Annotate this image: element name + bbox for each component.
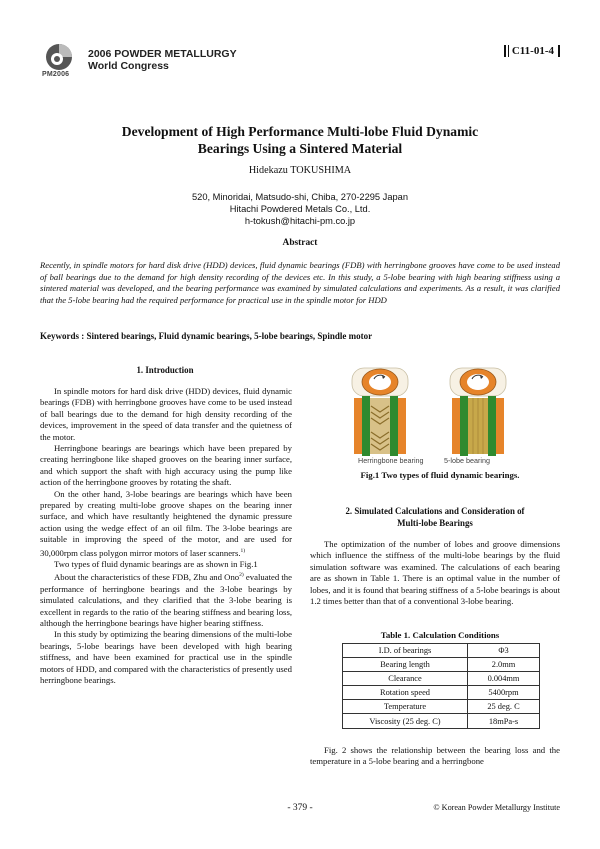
affiliation-email: h-tokush@hitachi-pm.co.jp xyxy=(244,215,356,226)
section-2-heading xyxy=(310,506,560,529)
table-cell-label: Clearance xyxy=(343,672,468,686)
table-row xyxy=(343,700,540,714)
copyright: © Korean Powder Metallurgy Institute xyxy=(433,803,560,812)
five-lobe-bearing-diagram xyxy=(450,368,506,456)
title-line-2: Bearings Using a Sintered Material xyxy=(197,141,403,156)
pm2006-logo-icon xyxy=(44,42,74,72)
table-cell-value: 0.004mm xyxy=(468,672,540,686)
intro-paragraph-2: Herringbone bearings are bearings which have been prepared by creating herringbone like shaped grooves on the bearing inner surface, and which support the shaft with high accuracy using the pump like action of the herringbone grooves by rotating the shaft. xyxy=(40,443,292,488)
intro-paragraph-4: Two types of fluid dynamic bearings are as shown in Fig.1 xyxy=(54,558,258,569)
abstract-heading: Abstract xyxy=(282,238,318,248)
intro-paragraph-3-text: On the other hand, 3-lobe bearings are bearings which have been prepared by creating multi-lobe groove shapes on the bearing inner surface, and which have resultantly heightened the dynamic pressure action using the wedge effect of an oil film. The 3-lobe bearings are suitable in improving the speed of the motor, and are used for 30,000rpm class polygon mirror motors of laser scanners. xyxy=(40,488,292,558)
figure-1-bearings xyxy=(346,362,522,468)
table-cell-label: Bearing length xyxy=(343,658,468,672)
congress-line-1: 2006 POWDER METALLURGY xyxy=(88,48,237,60)
keywords: Keywords : Sintered bearings, Fluid dynamic bearings, 5-lobe bearings, Spindle motor xyxy=(40,331,373,341)
section-2-heading-line-1: 2. Simulated Calculations and Consideration of xyxy=(345,506,525,516)
table-cell-label: I.D. of bearings xyxy=(343,644,468,658)
intro-paragraph-5 xyxy=(40,570,292,629)
section-2-paragraph-2 xyxy=(310,745,560,768)
intro-paragraph-3 xyxy=(40,489,292,559)
table-1-title: Table 1. Calculation Conditions xyxy=(380,630,500,640)
congress-line-2: World Congress xyxy=(88,60,169,72)
affiliation xyxy=(40,192,560,227)
title-line-1: Development of High Performance Multi-lobe Fluid Dynamic xyxy=(121,124,479,139)
abstract-text: Recently, in spindle motors for hard disk drive (HDD) devices, fluid dynamic bearings (FDB) with herringbone grooves have come to be used instead of ball bearings due to the demand for high density recording of the devices etc. In this study, a 5-lobe bearing with high bearing stiffness using a sintered material was developed, and the bearing performance was examined by simulated calculations and experiments. As a result, it was clarified that the 5-lobe bearing had the required performance for practical use in the spindle motor for HDD xyxy=(40,260,560,306)
table-cell-value: 5400rpm xyxy=(468,686,540,700)
intro-heading: 1. Introduction xyxy=(136,365,194,375)
page-number: - 379 - xyxy=(287,803,313,813)
figure-label-5-lobe: 5-lobe bearing xyxy=(444,456,490,465)
affiliation-company: Hitachi Powdered Metals Co., Ltd. xyxy=(229,203,371,214)
paper-code: C11-01-4 xyxy=(504,45,560,57)
section-2-heading-line-2: Multi-lobe Bearings xyxy=(397,517,473,528)
figure-label-herringbone: Herringbone bearing xyxy=(358,456,424,465)
herringbone-bearing-diagram xyxy=(352,368,408,456)
calculation-conditions-table xyxy=(342,643,540,729)
table-cell-label: Temperature xyxy=(343,700,468,714)
figure-1-caption: Fig.1 Two types of fluid dynamic bearings. xyxy=(360,470,520,480)
table-row xyxy=(343,658,540,672)
table-cell-value: 2.0mm xyxy=(468,658,540,672)
author: Hidekazu TOKUSHIMA xyxy=(248,165,352,176)
intro-paragraph-5b: evaluated the performance of herringbone bearings and the 3-lobe bearings by simulated calculations, and they clarified that the 3-lobe bearing is excellent in regards to the ratio of the bearing stiffness and bearing loss, although the herringbone bearings have higher bearing stiffness. xyxy=(40,572,292,628)
affiliation-address: 520, Minoridai, Matsudo-shi, Chiba, 270-2295 Japan xyxy=(191,192,409,202)
table-cell-label: Viscosity (25 deg. C) xyxy=(343,714,468,728)
intro-paragraph-5a: About the characteristics of these FDB, Zhu and Ono xyxy=(54,572,240,583)
table-row xyxy=(343,644,540,658)
intro-paragraph-1: In spindle motors for hard disk drive (HDD) devices, fluid dynamic bearings (FDB) with herringbone grooves have come to be used instead of ball bearings due to the demand for high density recording of the devices, improvement in the speed of data transfer and the quietness of the motor. xyxy=(40,386,292,442)
section-2-paragraph-1 xyxy=(310,539,560,607)
intro-body xyxy=(40,386,292,686)
table-cell-label: Rotation speed xyxy=(343,686,468,700)
table-row xyxy=(343,686,540,700)
reference-2: 2) xyxy=(239,572,244,579)
section-2-paragraph-2-text: Fig. 2 shows the relationship between the bearing loss and the temperature in a 5-lobe bearing and a herringbone xyxy=(310,745,560,767)
table-row xyxy=(343,672,540,686)
table-cell-value: 25 deg. C xyxy=(468,700,540,714)
table-cell-value: Φ3 xyxy=(468,644,540,658)
reference-1: 1) xyxy=(240,547,246,554)
congress-name xyxy=(88,48,237,72)
section-2-paragraph-1-text: The optimization of the number of lobes and groove dimensions which influence the stiffness of the multi-lobe bearings by the fluid simulation software was examined. The calculations of each bearing are as shown in Table 1. There is an optimal value in the number of lobes, and it is found that bearing stiffness of a 5-lobe bearings is about 1.2 times better than that of a conventional 3-lobe bearing. xyxy=(310,539,560,607)
paper-title xyxy=(40,123,560,157)
table-row xyxy=(343,714,540,728)
intro-paragraph-6: In this study by optimizing the bearing dimensions of the multi-lobe bearings, 5-lobe bearings have been developed with high bearing stiffness, and have been examined for practical use in the spindle motors of HDD, and compared with the characteristics of presently used herringbone bearings. xyxy=(40,629,292,685)
logo-text: PM2006 xyxy=(42,71,70,78)
table-cell-value: 18mPa-s xyxy=(468,714,540,728)
